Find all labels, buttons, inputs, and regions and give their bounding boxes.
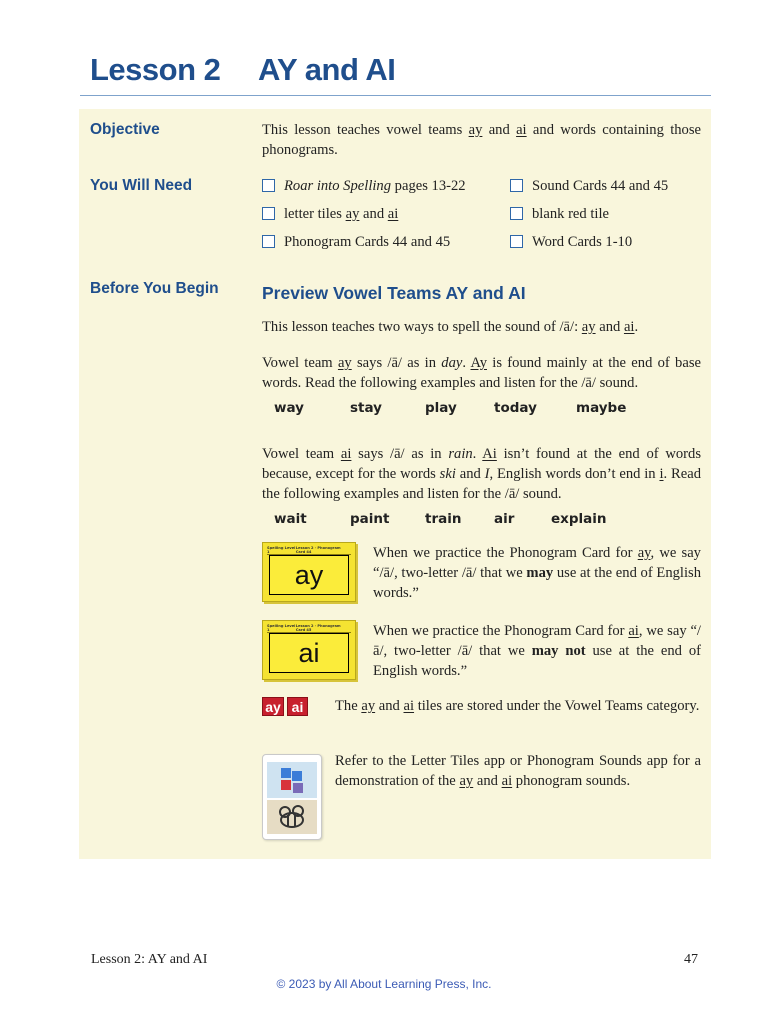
phonogram-sounds-app-screen — [267, 800, 317, 834]
checklist-item-sound-cards[interactable]: Sound Cards 44 and 45 — [510, 177, 668, 195]
ai-explanation: Vowel team ai says /ā/ as in rain. Ai isn’t found at the end of words because, except for the words ski and I, English words don’t end in i. Read the following examples and listen for the /ā/ sound. — [262, 446, 702, 502]
card-header: Spelling Level 1 Lesson 2 · Phonogram Card 44 — [267, 546, 351, 555]
tablet-app-image — [262, 754, 322, 840]
lesson-topic: AY and AI — [258, 52, 396, 87]
checkbox[interactable] — [510, 235, 523, 248]
objective-label: Objective — [90, 121, 160, 138]
example-word: today — [494, 400, 537, 416]
letter-tiles-app-screen — [267, 762, 317, 798]
checklist-item-phonogram-cards[interactable]: Phonogram Cards 44 and 45 — [262, 233, 450, 251]
preview-intro: This lesson teaches two ways to spell the sound of /ā/: ay and ai. — [262, 319, 639, 335]
example-word: explain — [551, 511, 607, 527]
example-word: train — [425, 511, 462, 527]
checkbox[interactable] — [510, 207, 523, 220]
example-word: paint — [350, 511, 390, 527]
example-word: stay — [350, 400, 382, 416]
checkbox[interactable] — [262, 235, 275, 248]
you-will-need-label: You Will Need — [90, 177, 193, 194]
before-you-begin-label: Before You Begin — [90, 280, 219, 297]
ay-card-text: When we practice the Phonogram Card for ay, we say “/ā/, two-letter /ā/ that we may use at the end of English words.” — [373, 545, 702, 601]
page-title — [90, 52, 710, 92]
preview-heading: Preview Vowel Teams AY and AI — [262, 283, 526, 303]
ai-card-text: When we practice the Phonogram Card for ai, we say “/ā/, two-letter /ā/ that we may not use at the end of English words.” — [373, 623, 701, 679]
card-phonogram: ay — [269, 555, 349, 595]
checklist-item-letter-tiles[interactable]: letter tiles ay and ai — [262, 205, 398, 223]
example-word: play — [425, 400, 457, 416]
card-header: Spelling Level 1 Lesson 2 · Phonogram Card 45 — [267, 624, 351, 633]
objective-text: This lesson teaches vowel teams ay and ai and words containing those phonograms. — [262, 122, 701, 158]
example-word: maybe — [576, 400, 627, 416]
title-divider — [80, 95, 711, 96]
footer-lesson-title: Lesson 2: AY and AI — [91, 952, 208, 967]
copyright-notice: © 2023 by All About Learning Press, Inc. — [276, 977, 492, 991]
letter-tile-ay: ay — [262, 697, 284, 716]
letter-tile-ai: ai — [287, 697, 308, 716]
example-word: wait — [274, 511, 307, 527]
page-number: 47 — [684, 952, 698, 967]
phonogram-card-ai — [262, 620, 356, 680]
checkbox[interactable] — [510, 179, 523, 192]
app-reference-text: Refer to the Letter Tiles app or Phonogram Sounds app for a demonstration of the ay and ai phonogram sounds. — [335, 753, 701, 789]
card-phonogram: ai — [269, 633, 349, 673]
checkbox[interactable] — [262, 179, 275, 192]
ay-explanation: Vowel team ay says /ā/ as in day. Ay is found mainly at the end of base words. Read the following examples and listen for the /ā/ sound. — [262, 355, 701, 391]
bee-icon — [267, 800, 317, 834]
lesson-number: Lesson 2 — [90, 52, 221, 87]
example-word: air — [494, 511, 515, 527]
checklist-item-blank-tile[interactable]: blank red tile — [510, 205, 609, 223]
checklist-item-roar[interactable]: Roar into Spelling pages 13-22 — [262, 177, 466, 195]
phonogram-card-ay — [262, 542, 356, 602]
checkbox[interactable] — [262, 207, 275, 220]
example-word: way — [274, 400, 304, 416]
tiles-text: The ay and ai tiles are stored under the Vowel Teams category. — [335, 698, 700, 714]
checklist-item-word-cards[interactable]: Word Cards 1-10 — [510, 233, 632, 251]
